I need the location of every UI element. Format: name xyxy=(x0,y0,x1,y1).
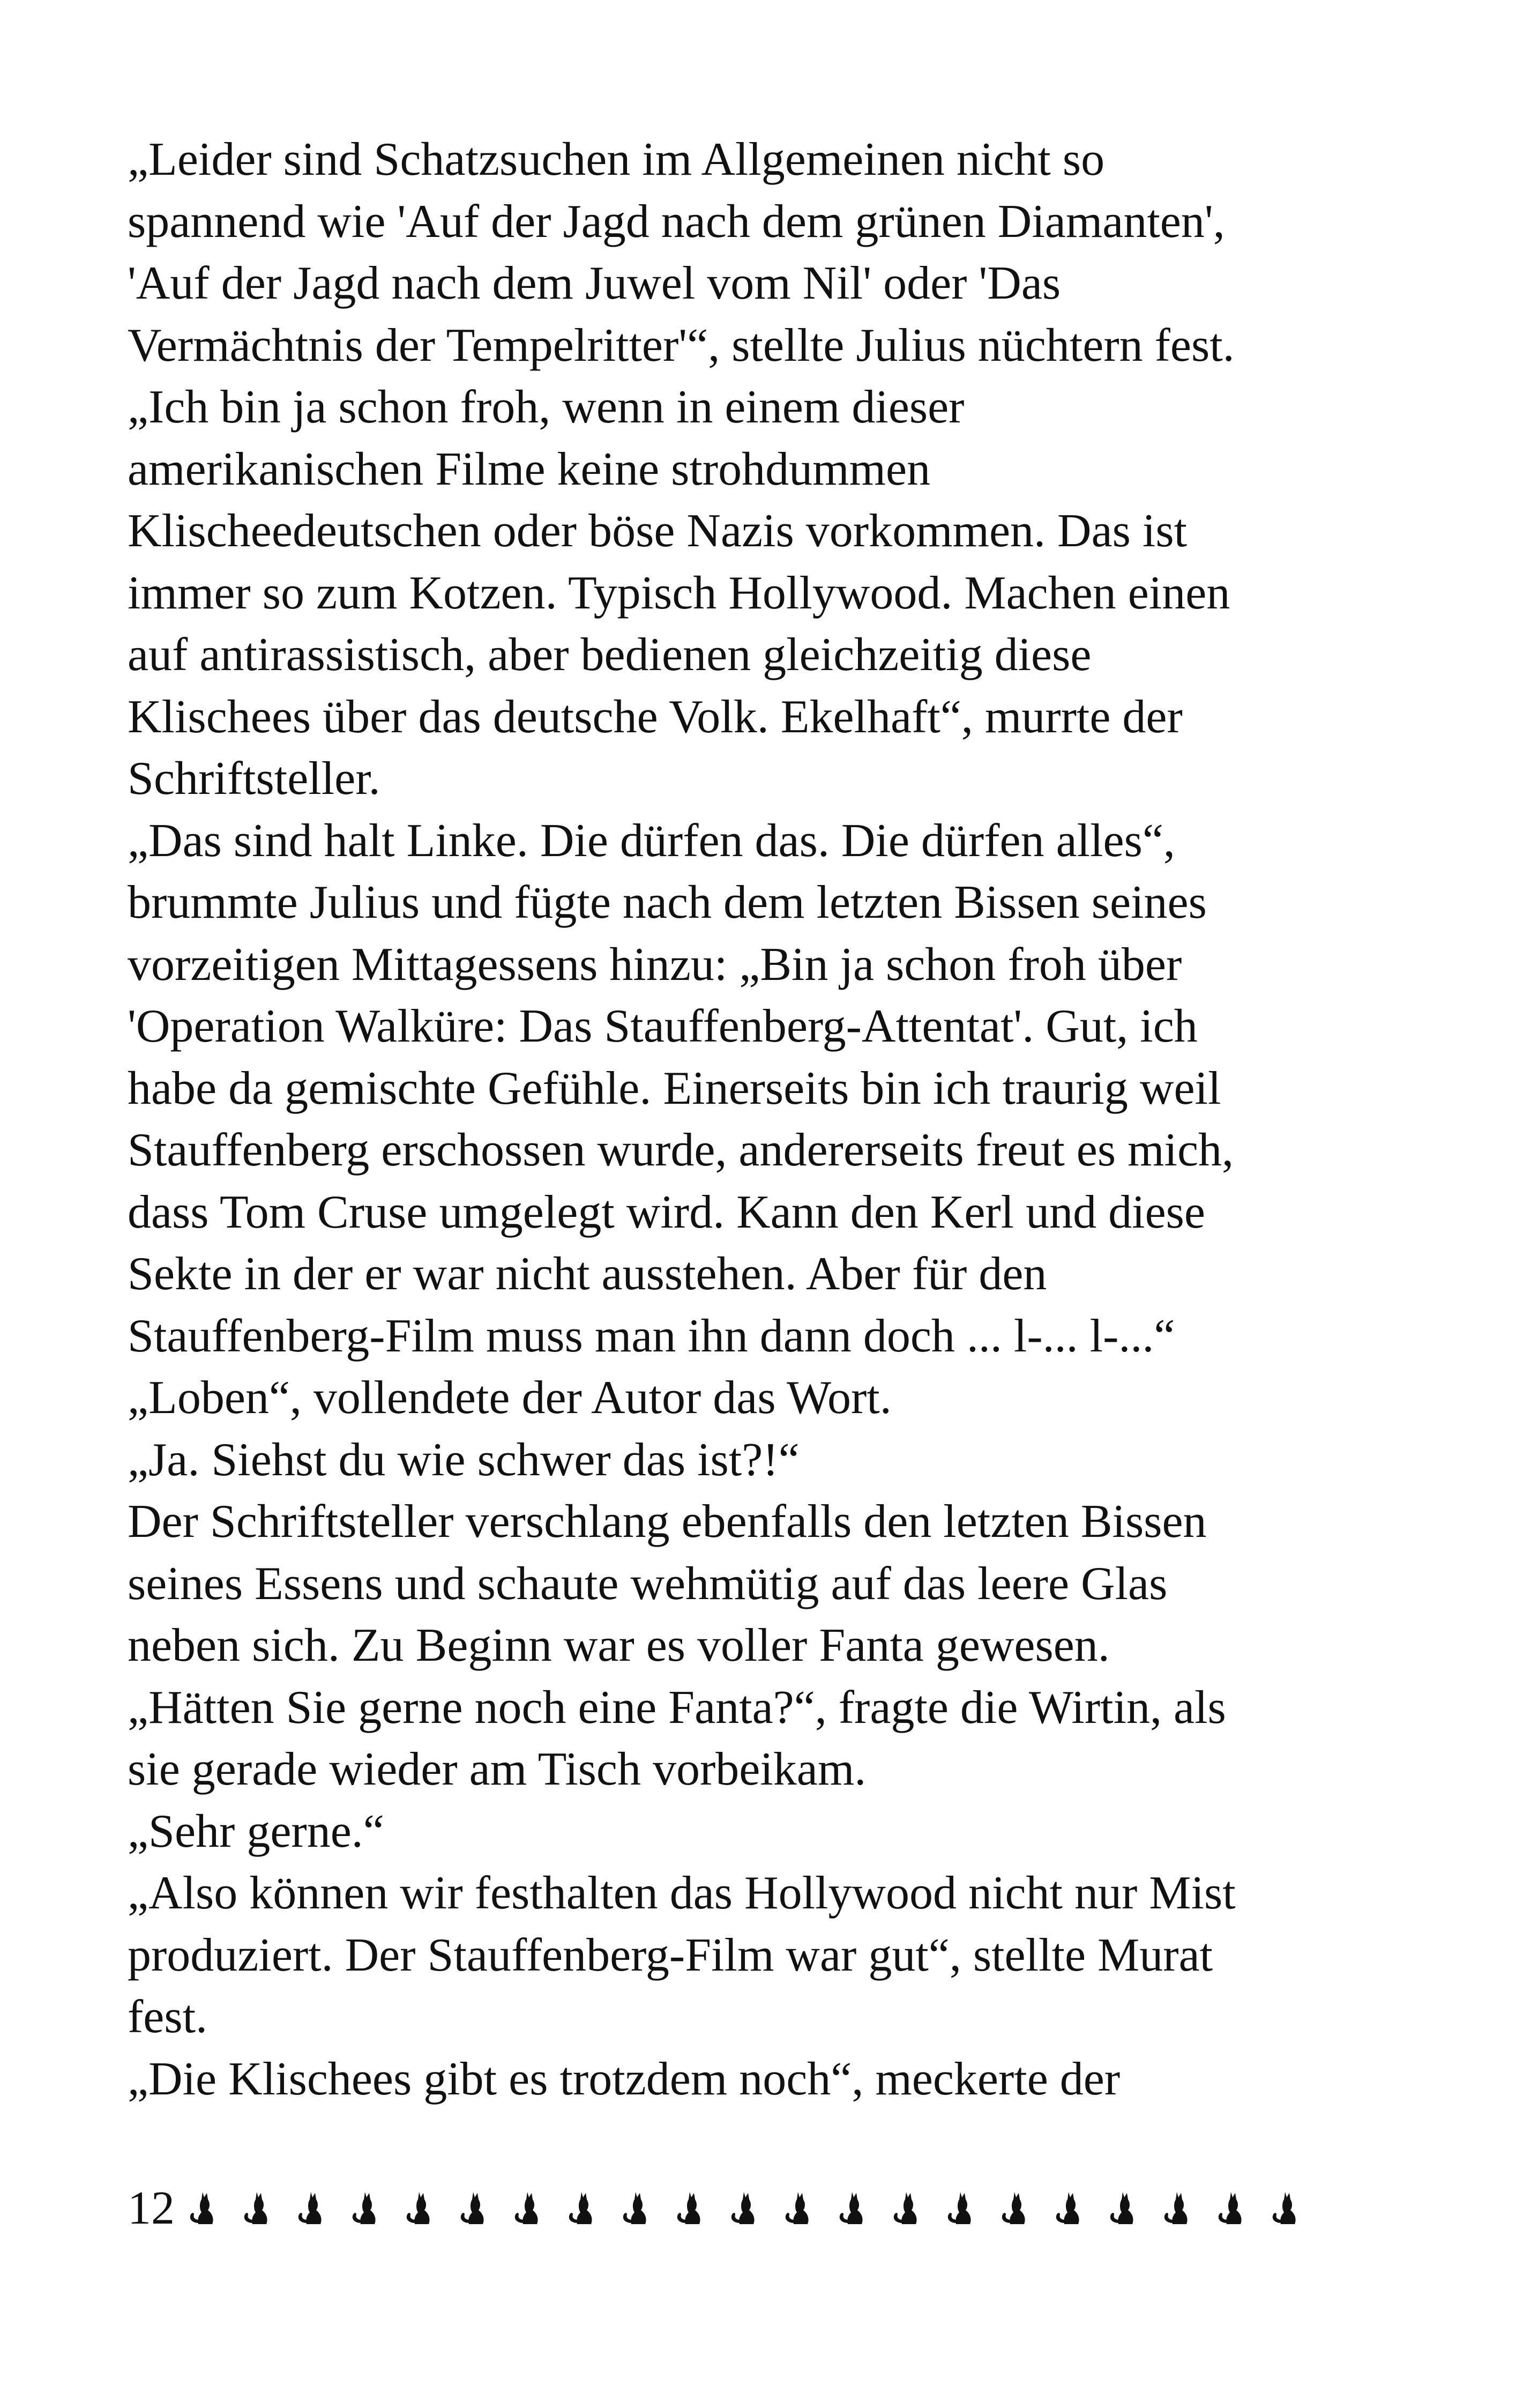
text-line: fest. xyxy=(128,1991,208,2043)
text-line: neben sich. Zu Beginn war es voller Fanta gewesen. xyxy=(128,1619,1110,1671)
text-line: „Ja. Siehst du wie schwer das ist?!“ xyxy=(128,1433,800,1486)
cat-icon xyxy=(241,2190,270,2227)
text-line: spannend wie 'Auf der Jagd nach dem grünen Diamanten', xyxy=(128,195,1225,248)
text-line: amerikanischen Filme keine strohdummen xyxy=(128,443,931,495)
text-line: „Ich bin ja schon froh, wenn in einem dieser xyxy=(128,381,965,433)
cat-icon xyxy=(674,2190,703,2227)
text-line: Sekte in der er war nicht ausstehen. Aber für den xyxy=(128,1248,1047,1300)
text-line: „Hätten Sie gerne noch eine Fanta?“, fragte die Wirtin, als xyxy=(128,1681,1226,1734)
text-line: „Loben“, vollendete der Autor das Wort. xyxy=(128,1372,892,1424)
text-line: habe da gemischte Gefühle. Einerseits bin ich traurig weil xyxy=(128,1062,1221,1114)
text-line: „Leider sind Schatzsuchen im Allgemeinen nicht so xyxy=(128,133,1105,185)
text-line: „Also können wir festhalten das Hollywood nicht nur Mist xyxy=(128,1867,1236,1919)
text-line: vorzeitigen Mittagessens hinzu: „Bin ja schon froh über xyxy=(128,938,1182,991)
text-line: Stauffenberg-Film muss man ihn dann doch ... l-... l-...“ xyxy=(128,1310,1175,1362)
page-footer xyxy=(128,2176,1323,2241)
text-line: auf antirassistisch, aber bedienen gleichzeitig diese xyxy=(128,629,1092,681)
cat-icon xyxy=(998,2190,1027,2227)
cat-icon xyxy=(1161,2190,1190,2227)
cat-icon xyxy=(944,2190,973,2227)
text-line: Stauffenberg erschossen wurde, andererseits freut es mich, xyxy=(128,1124,1234,1176)
text-line: 'Auf der Jagd nach dem Juwel vom Nil' oder 'Das xyxy=(128,257,1061,309)
text-line: sie gerade wieder am Tisch vorbeikam. xyxy=(128,1743,867,1795)
cat-icon xyxy=(619,2190,648,2227)
text-line: Schriftsteller. xyxy=(128,753,380,805)
text-line: „Sehr gerne.“ xyxy=(128,1805,384,1857)
text-line: Vermächtnis der Tempelritter'“, stellte Julius nüchtern fest. xyxy=(128,319,1235,371)
text-line: Der Schriftsteller verschlang ebenfalls den letzten Bissen xyxy=(128,1496,1207,1548)
cat-icon xyxy=(295,2190,324,2227)
cat-icon xyxy=(565,2190,594,2227)
cat-icon xyxy=(457,2190,486,2227)
page-text xyxy=(128,129,1414,2110)
page-number: 12 xyxy=(128,2182,175,2234)
cat-icon xyxy=(511,2190,540,2227)
text-line: brummte Julius und fügte nach dem letzten Bissen seines xyxy=(128,876,1207,928)
cat-ornament-row xyxy=(186,2190,1323,2227)
text-line: dass Tom Cruse umgelegt wird. Kann den Kerl und diese xyxy=(128,1186,1205,1238)
cat-icon xyxy=(1269,2190,1298,2227)
cat-icon xyxy=(1107,2190,1136,2227)
cat-icon xyxy=(1215,2190,1244,2227)
text-line: produziert. Der Stauffenberg-Film war gut“, stellte Murat xyxy=(128,1929,1213,1981)
text-line: 'Operation Walküre: Das Stauffenberg-Attentat'. Gut, ich xyxy=(128,1000,1198,1052)
text-line: Klischeedeutschen oder böse Nazis vorkommen. Das ist xyxy=(128,505,1188,557)
text-line: immer so zum Kotzen. Typisch Hollywood. Machen einen xyxy=(128,567,1230,619)
cat-icon xyxy=(349,2190,378,2227)
text-line: „Die Klischees gibt es trotzdem noch“, meckerte der xyxy=(128,2053,1121,2105)
cat-icon xyxy=(403,2190,432,2227)
text-line: seines Essens und schaute wehmütig auf das leere Glas xyxy=(128,1557,1168,1610)
cat-icon xyxy=(836,2190,865,2227)
cat-icon xyxy=(890,2190,919,2227)
text-line: Klischees über das deutsche Volk. Ekelhaft“, murrte der xyxy=(128,690,1183,743)
cat-icon xyxy=(728,2190,757,2227)
cat-icon xyxy=(186,2190,215,2227)
text-line: „Das sind halt Linke. Die dürfen das. Die dürfen alles“, xyxy=(128,814,1175,867)
cat-icon xyxy=(1052,2190,1081,2227)
cat-icon xyxy=(782,2190,811,2227)
